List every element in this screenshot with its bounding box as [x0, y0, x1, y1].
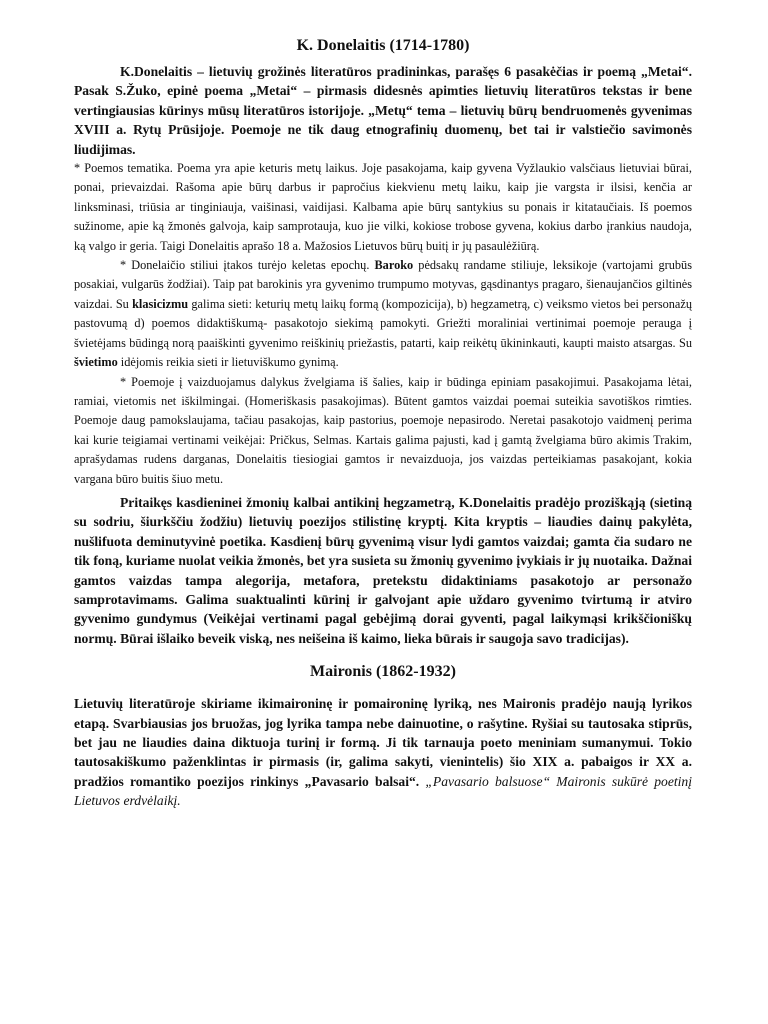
style-text-e: idėjomis reikia sieti ir lietuviškumo gynimą.: [117, 355, 339, 370]
hexameter-paragraph: Pritaikęs kasdieninei žmonių kalbai antikinį hegzametrą, K.Donelaitis pradėjo proziškąją (sietiną su sodriu, šiurkščiu žodžiu) lietuvių poezijos stilistinę kryptį. Kita kryptis – liaudies dainų pakylėta, nušlifuota deminutyvinė poetika. Kasdienį būrų gyvenimą visur lydi gamtos vaizdai; gamta čia sudaro ne tik foną, kuriame nuolat veikia žmonės, bet yra susieta su žmonių gyvenimo įvykiais ir jų nuotaika. Dažnai gamtos vaizdas tampa alegorija, metafora, pretekstu didaktiniams pasakotojo ar personažo samprotavimams. Galima suaktualinti kūrinį ir galvojant apie uždaro gyvenimo tvirtumą ir atviro gyvenimo gundymus (Veikėjai vertinami pagal gebėjimą dorai gyventi, pagal laikymąsi krikščioniškų normų. Būrai išlaiko beveik viską, nes neišeina iš kaimo, lieka būrais ir saugoja savo tradicijas).: [74, 494, 692, 646]
section-title-donelaitis: K. Donelaitis (1714-1780): [296, 37, 470, 54]
style-text-c: pėdsakų randame stiliuje, leksikoje (vartojami grubūs posakiai, vulgarūs žodžiai). Taip pat barokinis yra gyvenimo trumpumo motyvas, gąsdinantys pragaro, šienaujančios giltinės vaizdai. Su: [74, 258, 692, 311]
enlightenment-term: švietimo: [74, 355, 118, 370]
style-influences-paragraph: [74, 256, 692, 372]
classicism-term: klasicizmu: [132, 296, 189, 311]
style-text-d: galima sieti: keturių metų laikų formą (kompozicija), b) hegzametrą, c) veiksmo vietos bei personažų pastovumą d) poemos didaktiškumą- pasakotojo siekimą pamokyti. Griežti moraliniai vertinimai poemoje perauga į švietėjams būdingą norą paaiškinti gyvenimo reiškinių priežastis, patarti, kaip reikėtų ūkininkauti, kaupti maisto atsargas. Su: [74, 296, 692, 350]
narration-paragraph: * Poemoje į vaizduojamus dalykus žvelgiama iš šalies, kaip ir būdinga epiniam pasakojimui. Pasakojama lėtai, ramiai, vietomis net iškilmingai. (Homeriškasis pasakojimas). Būtent gamtos vaizdai poemai suteikia savotiškos rimties. Poemoje daug pamokslaujama, tačiau pasakojas, kaip pastorius, poemoje nepasirodo. Neretai pasakotojo vaidmenį perima kai kurie teigiamai vertinami veikėjai: Pričkus, Selmas. Kartais galima pajusti, kad į gamtą žvelgiama būro akimis Trakim, aprašydamas rudens darganas, Donelaitis tiesiogiai gamtos ir nevaizduoja, jos vaizdas perteikiamas pasakojant, kokia vargana būro buitis šiuo metu.: [74, 374, 692, 486]
poem-theme-paragraph: * Poemos tematika. Poema yra apie keturis metų laikus. Joje pasakojama, kaip gyvena Vyžlaukio valsčiaus lietuviai būrai, ponai, prievaizdai. Rašoma apie būrų darbus ir papročius kiekvienu metų laiku, kaip jie vargsta ir ilsisi, kenčia ar linksminasi, triūsia ar tinginiauja, vaišinasi, vaidijasi. Kalbama apie būrų santykius su ponais ir kitataučiais. Iš poemos sužinome, apie ką žmonės galvoja, kaip samprotauja, kuo jie vilki, kokiose trobose gyvena, kokius darbo įrankius naudoja, ką valgo ir geria. Taigi Donelaitis aprašo 18 a. Mažosios Lietuvos būrų buitį ir jų pasaulėžiūrą.: [74, 161, 692, 253]
style-text-a: * Donelaičio stiliui įtakos turėjo keletas epochų.: [120, 258, 375, 273]
section-title-maironis: Maironis (1862-1932): [310, 663, 456, 681]
maironis-paragraph: [74, 694, 692, 810]
maironis-italic-text: „Pavasario balsuose“ Maironis sukūrė poetinį Lietuvos erdvėlaikį.: [74, 773, 692, 809]
donelaitis-intro-paragraph: K.Donelaitis – lietuvių grožinės literatūros pradininkas, parašęs 6 pasakėčias ir poemą „Metai“. Pasak S.Žuko, epinė poema „Metai“ – pirmasis didesnės apimties lietuvių literatūros tekstas ir bene vertingiausias kūrinys mūsų literatūros istorijoje. „Metų“ tema – lietuvių būrų bendruomenės gyvenimas XVIII a. Rytų Prūsijoje. Poemoje ne tik daug etnografinių duomenų, bet tai ir valstiečio savimonės liudijimas.: [74, 64, 692, 157]
maironis-bold-text: Lietuvių literatūroje skiriame ikimaironinę ir pomaironinę lyriką, nes Maironis pradėjo naują lyrikos etapą. Svarbiausias jos bruožas, jog lyrika tampa nebe dainuotine, o rašytine. Ryšiai su tautosaka stiprūs, bet jau ne liaudies daina diktuoja turinį ir formą. Ji tik tarnauja poeto meniniam sumanymui. Tokio tautosakiškumo paženklintas ir pirmasis (ir, galima sakyti, vienintelis) šio XIX a. pabaigos ir XX a. pradžios romantiko poezijos rinkinys „Pavasario balsai“.: [74, 696, 692, 789]
baroque-term: Baroko: [374, 258, 414, 273]
